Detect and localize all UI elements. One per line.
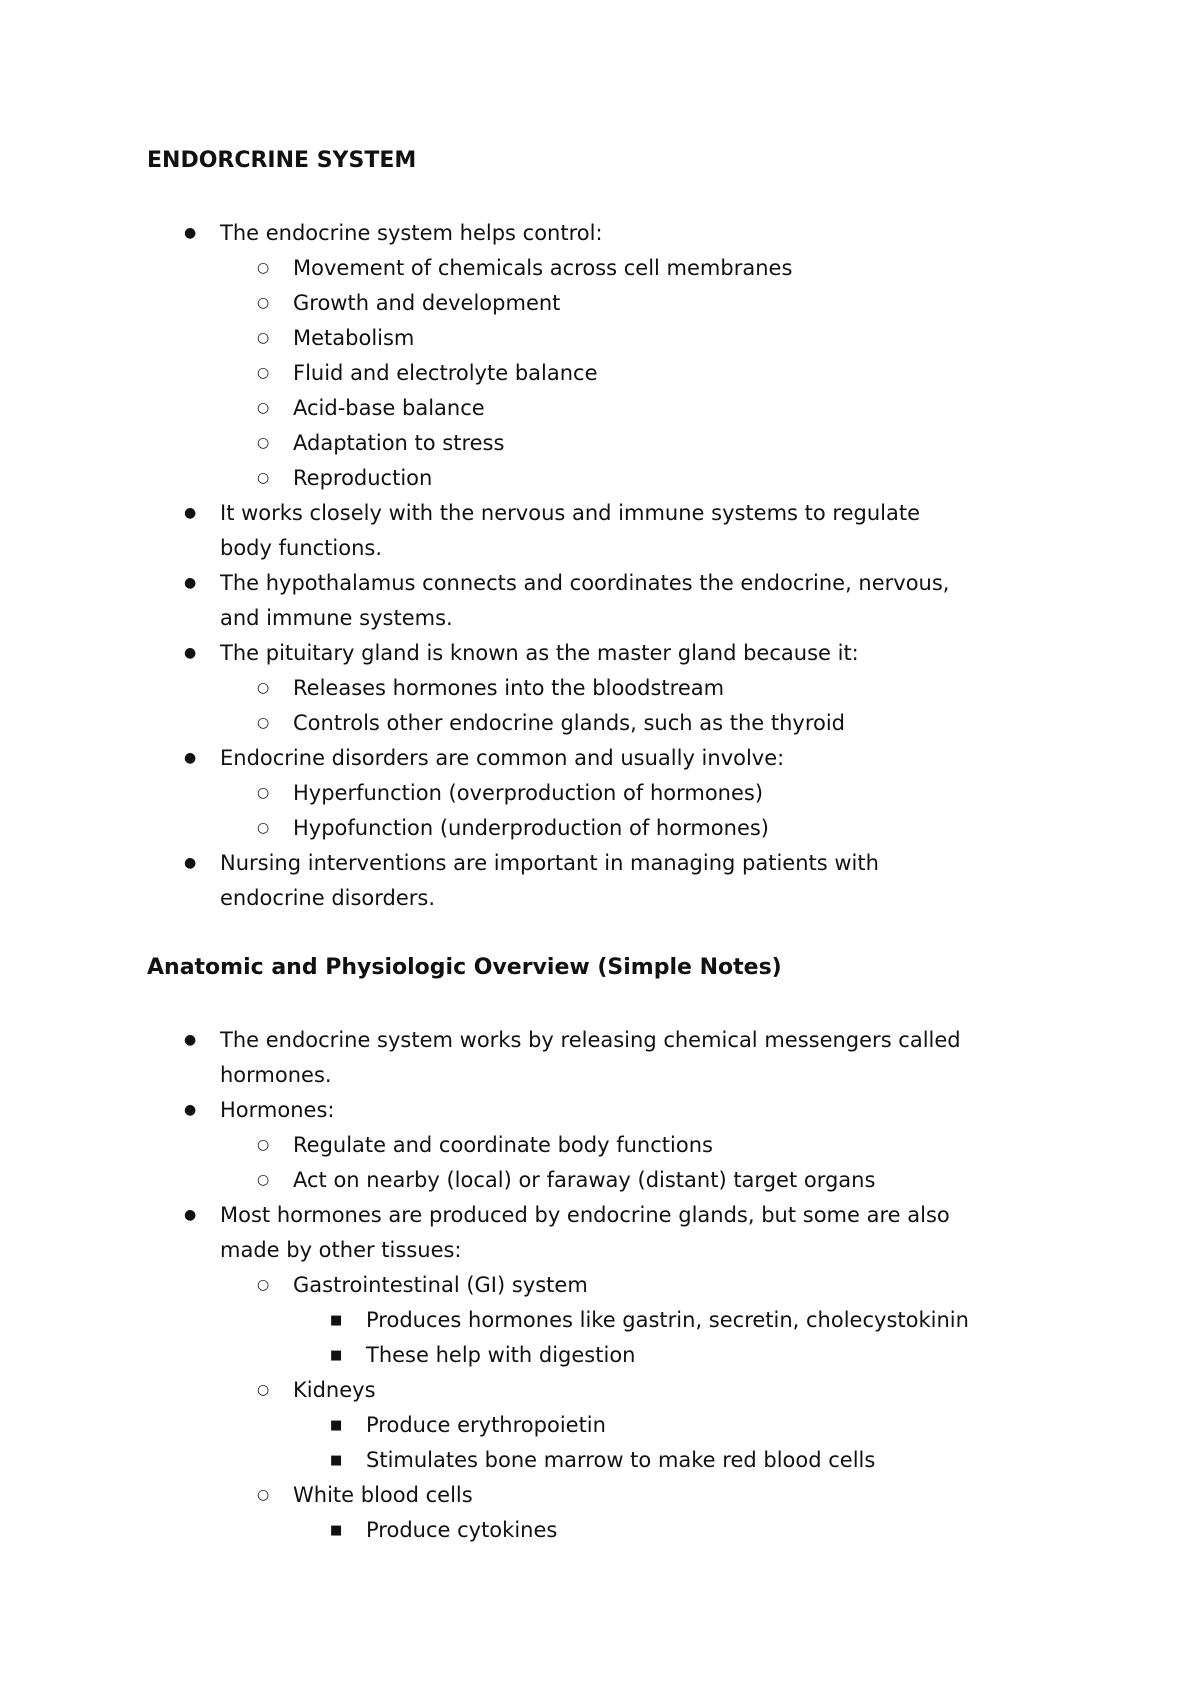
circle-bullet-icon: ○ [257,295,270,311]
circle-bullet-icon: ○ [257,1382,270,1398]
list-item [0,461,1200,496]
list-item-text: The endocrine system works by releasing chemical messengers called [220,1028,961,1052]
list-item [0,496,1200,531]
square-bullet-icon: ■ [330,1523,343,1538]
list-item [0,251,1200,286]
list-item [0,391,1200,426]
dot-bullet-icon: ● [184,855,197,871]
square-bullet-icon: ■ [330,1313,343,1328]
dot-bullet-icon: ● [184,505,197,521]
list-item [0,1478,1200,1513]
list-item [0,741,1200,776]
list-item [0,1303,1200,1338]
dot-bullet-icon: ● [184,1032,197,1048]
section-title-endocrine-system: ENDORCRINE SYSTEM [147,148,417,173]
list-item [0,671,1200,706]
list-item [0,1513,1200,1548]
list-item-text: Produce erythropoietin [366,1413,606,1437]
circle-bullet-icon: ○ [257,400,270,416]
list-item-text: It works closely with the nervous and immune systems to regulate [220,501,921,525]
list-item-text: Adaptation to stress [293,431,505,455]
list-item [0,1268,1200,1303]
list-item-text: The pituitary gland is known as the master gland because it: [220,641,859,665]
list-item [0,216,1200,251]
circle-bullet-icon: ○ [257,470,270,486]
list-item-text: made by other tissues: [220,1238,462,1262]
list-item [0,1443,1200,1478]
circle-bullet-icon: ○ [257,330,270,346]
list-item-text: endocrine disorders. [220,886,436,910]
list-item-text: Produces hormones like gastrin, secretin, cholecystokinin [366,1308,969,1332]
dot-bullet-icon: ● [184,225,197,241]
list-item-text: Acid-base balance [293,396,485,420]
list-item [0,1408,1200,1443]
list-item-text: and immune systems. [220,606,453,630]
list-item-text: Kidneys [293,1378,376,1402]
circle-bullet-icon: ○ [257,365,270,381]
list-item [0,811,1200,846]
list-item-text: Act on nearby (local) or faraway (distant) target organs [293,1168,876,1192]
list-item-text: The endocrine system helps control: [220,221,603,245]
list-item-text: Reproduction [293,466,433,490]
square-bullet-icon: ■ [330,1453,343,1468]
list-item [0,776,1200,811]
list-item [0,321,1200,356]
dot-bullet-icon: ● [184,750,197,766]
list-item [0,1093,1200,1128]
list-item-text: Stimulates bone marrow to make red blood cells [366,1448,876,1472]
endocrine-system-list [0,216,1200,916]
list-item [0,1233,1200,1268]
circle-bullet-icon: ○ [257,715,270,731]
list-item [0,531,1200,566]
list-item [0,356,1200,391]
list-item-text: Movement of chemicals across cell membranes [293,256,793,280]
list-item-text: Nursing interventions are important in managing patients with [220,851,879,875]
list-item [0,601,1200,636]
circle-bullet-icon: ○ [257,680,270,696]
list-item-text: White blood cells [293,1483,473,1507]
list-item-text: Controls other endocrine glands, such as the thyroid [293,711,845,735]
list-item [0,1128,1200,1163]
list-item [0,706,1200,741]
section-title-overview: Anatomic and Physiologic Overview (Simple Notes) [147,955,782,980]
list-item-text: Produce cytokines [366,1518,558,1542]
list-item-text: Growth and development [293,291,561,315]
list-item [0,1373,1200,1408]
dot-bullet-icon: ● [184,1207,197,1223]
dot-bullet-icon: ● [184,645,197,661]
list-item [0,1198,1200,1233]
list-item-text: Hormones: [220,1098,335,1122]
list-item-text: Hyperfunction (overproduction of hormones) [293,781,764,805]
list-item [0,881,1200,916]
list-item [0,1023,1200,1058]
list-item [0,426,1200,461]
list-item [0,566,1200,601]
list-item-text: Gastrointestinal (GI) system [293,1273,588,1297]
circle-bullet-icon: ○ [257,785,270,801]
list-item-text: These help with digestion [366,1343,636,1367]
list-item-text: Most hormones are produced by endocrine glands, but some are also [220,1203,950,1227]
list-item [0,846,1200,881]
list-item-text: Releases hormones into the bloodstream [293,676,725,700]
square-bullet-icon: ■ [330,1348,343,1363]
list-item-text: hormones. [220,1063,332,1087]
list-item [0,1163,1200,1198]
list-item-text: Regulate and coordinate body functions [293,1133,713,1157]
circle-bullet-icon: ○ [257,1172,270,1188]
dot-bullet-icon: ● [184,575,197,591]
dot-bullet-icon: ● [184,1102,197,1118]
list-item-text: Metabolism [293,326,415,350]
circle-bullet-icon: ○ [257,435,270,451]
list-item-text: Hypofunction (underproduction of hormones) [293,816,769,840]
list-item-text: body functions. [220,536,383,560]
list-item-text: Endocrine disorders are common and usually involve: [220,746,785,770]
list-item [0,636,1200,671]
square-bullet-icon: ■ [330,1418,343,1433]
overview-list [0,1023,1200,1548]
circle-bullet-icon: ○ [257,1277,270,1293]
list-item-text: Fluid and electrolyte balance [293,361,598,385]
circle-bullet-icon: ○ [257,1137,270,1153]
list-item-text: The hypothalamus connects and coordinates the endocrine, nervous, [220,571,950,595]
circle-bullet-icon: ○ [257,820,270,836]
circle-bullet-icon: ○ [257,260,270,276]
circle-bullet-icon: ○ [257,1487,270,1503]
list-item [0,1338,1200,1373]
list-item [0,1058,1200,1093]
list-item [0,286,1200,321]
